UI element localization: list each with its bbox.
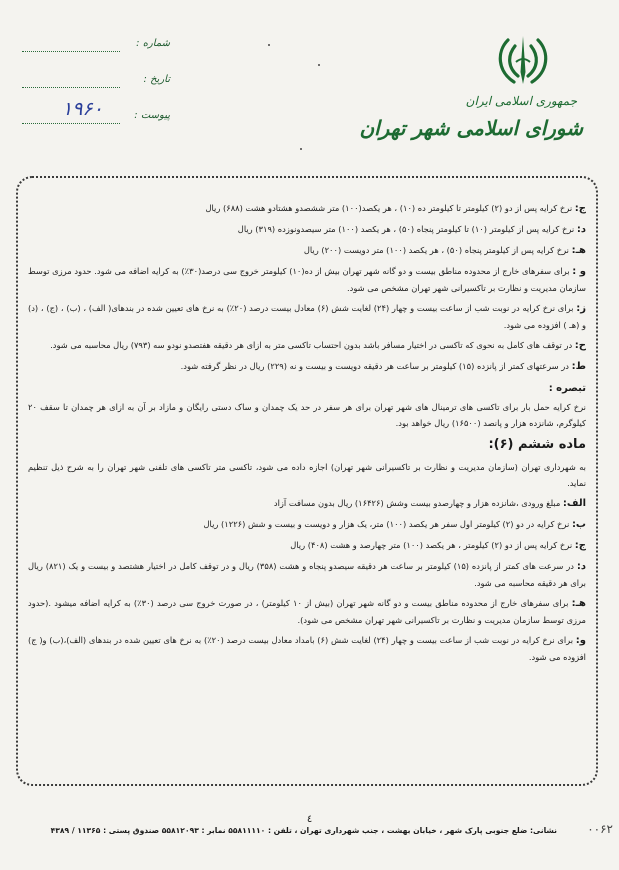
clause-text: برای سفرهای خارج از محدوده مناطق بیست و دو گانه شهر تهران (بیش از ۱۰ کیلومتر) ، در صورت خروج سی درصد (۳۰٪) به کرایه اضافه میشود .(حدود مرزی توسط سازمان مدیریت و نظارت بر تاکسیرانی شهر تهران مشخص می شود). <box>28 598 586 625</box>
attachment-label: پیوست : <box>134 110 170 121</box>
clause-item <box>28 300 586 333</box>
scan-speck <box>300 148 302 150</box>
clause-key: ط: <box>571 361 586 372</box>
attachment-line <box>22 123 120 124</box>
clause-text: نرخ کرایه پس از کیلومتر پنجاه (۵۰) ، هر یکصد (۱۰۰) متر دویست (۲۰۰) ریال <box>303 245 569 255</box>
clause-key: ح: <box>574 340 586 351</box>
clause-text: در سرعت های کمتر از پانزده (۱۵) کیلومتر بر ساعت هر دقیقه سیصدو پنجاه و هشت (۳۵۸) ریال و در توقف کامل در اختیار هشتصد و بیست و یک (۸۲۱) ریال برای هر دقیقه محاسبه می شود. <box>28 561 586 588</box>
clause-item <box>28 537 586 554</box>
clause-key: د: <box>576 224 586 235</box>
clause-item <box>28 632 586 665</box>
clause-item <box>28 595 586 628</box>
clause-item <box>28 337 586 354</box>
clause-text: نرخ کرایه پس از کیلومتر (۱۰) تا کیلومتر پنجاه (۵۰) ، هر یکصد (۱۰۰) متر سیصدونوزده (۳۱۹) ریال <box>237 224 575 234</box>
clause-item <box>28 200 586 217</box>
page-number: ٤ <box>306 814 313 825</box>
document-number: ۰۰۶۲ <box>587 822 613 836</box>
note-text: نرخ کرایه حمل بار برای تاکسی های ترمینال های شهر تهران برای هر سفر در حد یک چمدان و ساک دستی رایگان و مازاد بر آن به ازای هر چمدان تا سقف ۲۰ کیلوگرم، شانزده هزار و پانصد (۱۶۵۰۰) ریال خواهد بود. <box>28 402 586 428</box>
clause-item <box>28 221 586 238</box>
clause-item <box>28 516 586 533</box>
note-title: تبصره : <box>548 383 586 394</box>
number-line <box>22 51 120 52</box>
footer-address: نشانی: ضلع جنوبی پارک شهر ، خیابان بهشت ، جنب شهرداری تهران ، تلفن : ۵۵۸۱۱۱۱۰ نمابر : ۵۵۸۱۲۰۹۳ صندوق پستی : ۱۱۳۶۵ / ۴۳۸۹ <box>50 826 557 835</box>
clause-key: الف: <box>562 498 586 509</box>
clause-text: در توقف های کامل به نحوی که تاکسی در اختیار مسافر باشد بدون احتساب تاکسی متر به ازای هر دقیقه هفتصدو نودو سه (۷۹۳) ریال محاسبه می شود. <box>50 340 573 350</box>
clause-item <box>28 495 586 512</box>
org-subtitle: جمهوری اسلامی ایران <box>465 94 577 108</box>
article-intro: به شهرداری تهران (سازمان مدیریت و نظارت بر تاکسیرانی شهر تهران) اجازه داده می شود، تاکسی متر تاکسی های تلفنی شهر تهران را به شرح ذیل تنظیم نماید. <box>28 462 586 488</box>
clause-item <box>28 242 586 259</box>
clause-text: برای نرخ کرایه در نوبت شب از ساعت بیست و چهار (۲۴) لغایت شش (۶) معادل بیست درصد (۲۰٪) به نرخ های تعیین شده در بندهای( الف) ، (ب) ، (ج) ، (د) و (هـ ) افزوده می شود. <box>28 303 586 330</box>
attachment-value: ۱۹۶۰ <box>62 98 103 120</box>
scan-speck <box>268 44 270 46</box>
clause-key: د: <box>576 561 586 572</box>
clause-key: هـ: <box>571 598 586 609</box>
scan-speck <box>318 64 320 66</box>
clause-item <box>28 263 586 296</box>
clause-text: نرخ کرایه در دو (۲) کیلومتر اول سفر هر یکصد (۱۰۰) متر، یک هزار و دویست و بیست و شش (۱۲۲۶) ریال <box>203 519 570 529</box>
letter-body <box>28 200 586 669</box>
clause-text: برای نرخ کرایه در نوبت شب از ساعت بیست و چهار (۲۴) لغایت شش (۶) بامداد معادل بیست درصد (۲۰٪) به نرخ های تعیین شده در بندهای (الف)،(ب) و( ج) افزوده می شود. <box>28 635 586 662</box>
clause-key: و: <box>575 635 586 646</box>
org-title: شورای اسلامی شهر تهران <box>359 116 583 140</box>
clause-key: ز: <box>576 303 586 314</box>
clause-text: مبلغ ورودی ،شانزده هزار و چهارصدو بیست وشش (۱۶۴۲۶) ریال بدون مسافت آزاد <box>273 498 561 508</box>
national-emblem-icon <box>494 32 552 88</box>
clause-key: ج: <box>574 203 586 214</box>
letter-meta <box>22 38 172 146</box>
attachment-row <box>22 98 172 146</box>
clause-text: در سرعتهای کمتر از پانزده (۱۵) کیلومتر بر ساعت هر دقیقه دویست و بیست و نه (۲۲۹) ریال در نظر گرفته شود. <box>180 361 569 371</box>
clause-item <box>28 558 586 591</box>
date-line <box>22 87 120 88</box>
clause-text: برای سفرهای خارج از محدوده مناطق بیست و دو گانه شهر تهران بیش از ده(۱۰) کیلومتر خروج سی درصد(۳۰٪) به کرایه اضافه می شود. حدود مرزی توسط سازمان مدیریت و نظارت بر تاکسیرانی شهر تهران مشخص می شود. <box>28 266 586 293</box>
number-row <box>22 38 172 74</box>
number-label: شماره : <box>136 38 170 49</box>
clause-key: هـ: <box>571 245 586 256</box>
clause-key: و : <box>572 266 586 277</box>
clause-key: ب: <box>571 519 586 530</box>
date-label: تاریخ : <box>143 74 170 85</box>
clause-item <box>28 358 586 375</box>
clause-text: نرخ کرایه پس از دو (۲) کیلومتر ، هر یکصد (۱۰۰) متر چهارصد و هشت (۴۰۸) ریال <box>290 540 573 550</box>
article-title: ماده ششم (۶): <box>488 437 586 452</box>
clause-text: نرخ کرایه پس از دو (۲) کیلومتر تا کیلومتر ده (۱۰) ، هر یکصد(۱۰۰) متر ششصدو هشتادو هشت (۶۸۸) ریال <box>205 203 573 213</box>
clause-key: ج: <box>574 540 586 551</box>
